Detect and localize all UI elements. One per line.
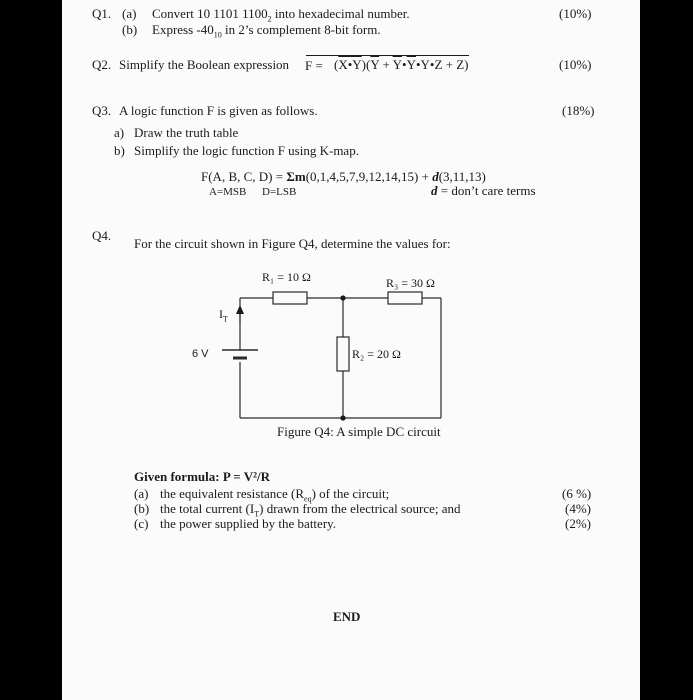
- q2-expression: F = $(X•Y)(\overline{Y}$ + $\overline{Y}•\overline{Y}•Y•Z + Z$): [305, 57, 469, 73]
- junction-bottom: [340, 415, 345, 420]
- q4-item-c-text: the power supplied by the battery.: [160, 516, 337, 531]
- end-marker: END: [333, 609, 361, 624]
- q1-b-text: Express $-40_{10}$ in 2’s complement 8-bit form.: [152, 22, 381, 40]
- q1-b-label: (b): [122, 22, 138, 37]
- figure-caption: Figure Q4: A simple DC circuit: [277, 424, 441, 439]
- resistor-r2: [337, 337, 349, 371]
- label-voltage: 6 V: [192, 348, 209, 360]
- q4-item-c-label: (c): [134, 516, 149, 531]
- q1-number: Q1.: [92, 6, 112, 21]
- q3-a-text: Draw the truth table: [134, 125, 239, 140]
- q3-marks: (18%): [562, 103, 595, 118]
- q3-text: A logic function F is given as follows.: [119, 103, 318, 118]
- q1-marks: (10%): [559, 6, 592, 21]
- q3-dontcare: d = don’t care terms: [431, 183, 536, 198]
- q3-lsb: D=LSB: [262, 186, 297, 198]
- q2-number: Q2.: [92, 57, 112, 72]
- q3-number: Q3.: [92, 103, 112, 118]
- q1-a-text: Convert 10 1101 $1100_2$ into hexadecimal number.: [152, 6, 410, 24]
- q3-msb: A=MSB: [209, 186, 247, 198]
- q4-item-a-marks: (6 %): [562, 486, 592, 501]
- q1-a-label: (a): [122, 6, 137, 21]
- q2-text: Simplify the Boolean expression: [119, 57, 290, 72]
- q4-item-c-marks: (2%): [565, 516, 591, 531]
- q4-item-b-text: the total current $(I_T)$ drawn from the electrical source; and: [160, 501, 461, 519]
- q3-b-text: Simplify the logic function F using K-map.: [134, 143, 359, 158]
- junction-top: [340, 295, 345, 300]
- resistor-r3: [388, 292, 422, 304]
- q3-a-label: a): [114, 125, 125, 140]
- q2-marks: (10%): [559, 57, 592, 72]
- label-it: $I_T$: [219, 307, 228, 324]
- q4-item-b-label: (b): [134, 501, 150, 516]
- label-r3: R₃ = 30 Ω: [386, 276, 435, 290]
- formula-line: Given formula: P = V²/R: [134, 469, 271, 484]
- q3-function: F(A, B, C, D) = Σm(0,1,4,5,7,9,12,14,15) + d(3,11,13): [201, 169, 486, 184]
- resistor-r1: [273, 292, 307, 304]
- label-r2: R₂ = 20 Ω: [352, 347, 401, 361]
- q4-number: Q4.: [92, 228, 112, 243]
- q4-item-a-text: the equivalent resistance $(R_{eq})$ of the circuit;: [160, 486, 390, 504]
- q4-item-b-marks: (4%): [565, 501, 591, 516]
- q4-item-a-label: (a): [134, 486, 149, 501]
- q3-b-label: b): [114, 143, 125, 158]
- q4-intro: For the circuit shown in Figure Q4, determine the values for:: [134, 236, 451, 251]
- label-r1: R₁ = 10 Ω: [262, 270, 311, 284]
- current-arrow-head: [236, 305, 244, 314]
